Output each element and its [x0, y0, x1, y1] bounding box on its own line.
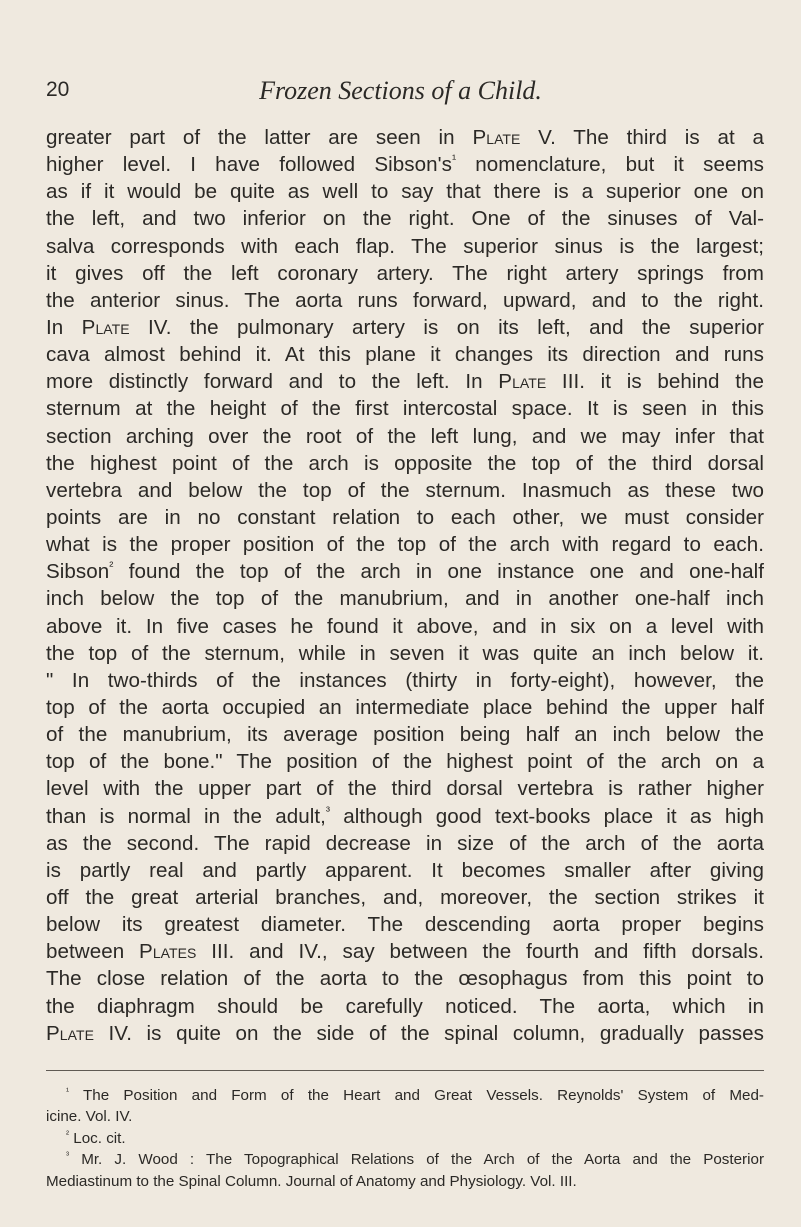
text-line: more distinctly forward and to the left. In Plate III. it is behind the — [46, 370, 764, 394]
text-line: off the great arterial branches, and, moreover, the section strikes it — [46, 885, 764, 909]
text-line: Sibson$^{^2}$ found the top of the arch in one instance one and one-half — [46, 559, 764, 584]
text-line: sternum at the height of the first intercostal space. It is seen in this — [46, 397, 764, 421]
text-line: points are in no constant relation to each other, we must consider — [46, 505, 764, 529]
text-line: top of the aorta occupied an intermediate place behind the upper half — [46, 695, 764, 719]
text-line: the anterior sinus. The aorta runs forward, upward, and to the right. — [46, 288, 764, 312]
footnote-divider — [46, 1070, 764, 1071]
text-line: as the second. The rapid decrease in size of the arch of the aorta — [46, 831, 764, 855]
text-line: the highest point of the arch is opposite the top of the third dorsal — [46, 451, 764, 475]
text-line: top of the bone." The position of the highest point of the arch on a — [46, 750, 764, 774]
text-line: " In two-thirds of the instances (thirty in forty-eight), however, the — [46, 668, 764, 692]
text-line: Plate IV. is quite on the side of the spinal column, gradually passes — [46, 1021, 764, 1045]
text-line: vertebra and below the top of the sternum. Inasmuch as these two — [46, 478, 764, 502]
text-line: The close relation of the aorta to the œsophagus from this point to — [46, 967, 764, 991]
text-line: of the manubrium, its average position being half an inch below the — [46, 723, 764, 747]
text-line: the left, and two inferior on the right. One of the sinuses of Val- — [46, 207, 764, 231]
text-line: between Plates III. and IV., say between the fourth and fifth dorsals. — [46, 940, 764, 964]
text-line: higher level. I have followed $Sibson's^{^1}$ nomenclature, but it seems — [46, 152, 764, 177]
text-line: than is normal in the adult,$^{^3}$ although good text-books place it as high — [46, 803, 764, 828]
text-line: what is the proper position of the top of the arch with regard to each. — [46, 533, 764, 557]
page-header — [0, 78, 801, 108]
text-line: the top of the sternum, while in seven it was quite an inch below it. — [46, 641, 764, 665]
text-line: inch below the top of the manubrium, and in another one-half inch — [46, 587, 764, 611]
body-text — [46, 124, 764, 1047]
running-title: Frozen Sections of a Child. — [259, 76, 542, 105]
text-line: section arching over the root of the left lung, and we may infer that — [46, 424, 764, 448]
footnote-line: $^{^1}$ The Position and Form of the Heart and Great Vessels. Reynolds' System of Med- — [66, 1085, 764, 1104]
text-line: cava almost behind it. At this plane it changes its direction and runs — [46, 343, 764, 367]
text-line: salva corresponds with each flap. The superior sinus is the largest; — [46, 234, 764, 258]
footnote-line: icine. Vol. IV. — [46, 1108, 133, 1126]
footnote-line: $^{^2}$ Loc. cit. — [66, 1128, 126, 1147]
text-line: above it. In five cases he found it above, and in six on a level with — [46, 614, 764, 638]
text-line: as if it would be quite as well to say that there is a superior one on — [46, 180, 764, 204]
text-line: it gives off the left coronary artery. The right artery springs from — [46, 261, 764, 285]
page-number: 20 — [46, 78, 70, 101]
text-line: is partly real and partly apparent. It becomes smaller after giving — [46, 858, 764, 882]
footnote-line: $^{^3}$ Mr. J. Wood : The Topographical Relations of the Arch of the Aorta and the Posterior — [66, 1150, 764, 1169]
footnote-line: Mediastinum to the Spinal Column. Journal of Anatomy and Physiology. Vol. III. — [46, 1172, 577, 1190]
text-line: In Plate IV. the pulmonary artery is on its left, and the superior — [46, 315, 765, 339]
text-line: below its greatest diameter. The descending aorta proper begins — [46, 913, 764, 937]
text-line: level with the upper part of the third dorsal vertebra is rather higher — [46, 777, 764, 801]
text-line: greater part of the latter are seen in Plate V. The third is at a — [46, 126, 765, 149]
footnotes — [46, 1085, 764, 1192]
text-line: the diaphragm should be carefully noticed. The aorta, which in — [46, 994, 764, 1018]
